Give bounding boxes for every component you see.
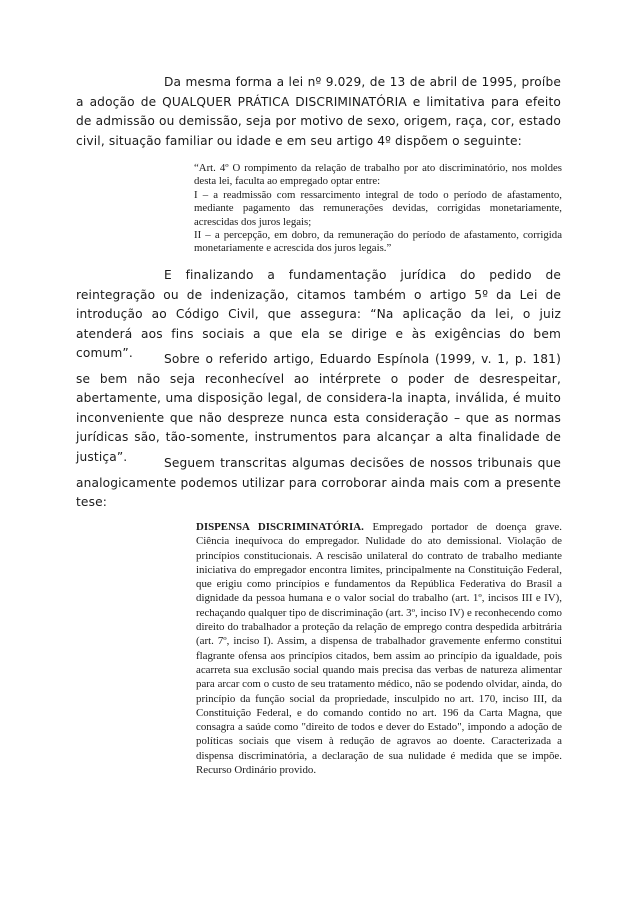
quote-caput: “Art. 4º O rompimento da relação de trabalho por ato discriminatório, nos moldes desta lei, faculta ao empregado optar entre: [194, 162, 562, 188]
paragraph-lei-9029: Da mesma forma a lei nº 9.029, de 13 de abril de 1995, proíbe a adoção de QUALQUER PRÁTICA DISCRIMINATÓRIA e limitativa para efeito de admissão ou demissão, seja por motivo de sexo, origem, raça, cor, estado civil, situação familiar ou idade e em seu artigo 4º dispõem o seguinte: [76, 75, 561, 148]
paragraph-lei-introducao: E finalizando a fundamentação jurídica do pedido de reintegração ou de indenização, citamos também o artigo 5º da Lei de introdução ao Código Civil, que assegura: “Na aplicação da lei, o juiz atenderá aos fins sociais a que ela se dirige e às exigências do bem comum”. [76, 268, 561, 361]
ementa-heading: DISPENSA DISCRIMINATÓRIA. [196, 521, 364, 533]
quote-inciso-ii: II – a percepção, em dobro, da remuneração do período de afastamento, corrigida monetariamente e acrescida dos juros legais.” [194, 229, 562, 255]
ementa-dispensa-discriminatoria [196, 520, 562, 777]
quote-art-4 [194, 162, 562, 256]
ementa-body: Empregado portador de doença grave. Ciência inequívoca do empregador. Nulidade do ato demissional. Violação de princípios constitucionais. A rescisão unilateral do contrato de trabalho mediante iniciativa do empregador encontra limites, principalmente na Constituição Federal, que erigiu como princípios e fundamentos da República Federativa do Brasil a dignidade da pessoa humana e o valor social do trabalho (art. 1º, incisos III e IV), rechaçando qualquer tipo de discriminação (art. 3º, inciso IV) e reconhecendo como direito do trabalhador a proteção da relação de emprego contra despedida arbitrária (art. 7º, inciso I). Assim, a dispensa de trabalhador gravemente enfermo constitui flagrante ofensa aos princípios citados, bem assim ao princípio da igualdade, pois acarreta sua exclusão social quando mais precisa das verbas de natureza alimentar para arcar com o custo de seu tratamento médico, não se podendo olvidar, ainda, do princípio da função social da propriedade, insculpido no art. 170, inciso III, da Constituição Federal, e do comando contido no art. 196 da Carta Magna, que consagra a saúde como "direito de todos e dever do Estado", impondo a adoção de políticas sociais que visem à redução de agravos ao doente. Caracterizada a dispensa discriminatória, a declaração de sua nulidade é medida que se impõe. Recurso Ordinário provido. [196, 521, 562, 777]
quote-inciso-i: I – a readmissão com ressarcimento integral de todo o período de afastamento, mediante pagamento das remunerações devidas, corrigidas monetariamente, acrescidas dos juros legais; [194, 188, 562, 228]
paragraph-decisoes-tribunais: Seguem transcritas algumas decisões de nossos tribunais que analogicamente podemos utilizar para corroborar ainda mais com a presente tese: [76, 456, 561, 510]
paragraph-eduardo-espinola: Sobre o referido artigo, Eduardo Espínola (1999, v. 1, p. 181) se bem não seja reconhecível ao intérprete o poder de desrespeitar, abertamente, uma disposição legal, de considera-la inapta, inválida, é muito inconveniente que não despreze nunca esta consideração – que as normas jurídicas são, tão-somente, instrumentos para alcançar a alta finalidade de justiça”. [76, 352, 561, 464]
